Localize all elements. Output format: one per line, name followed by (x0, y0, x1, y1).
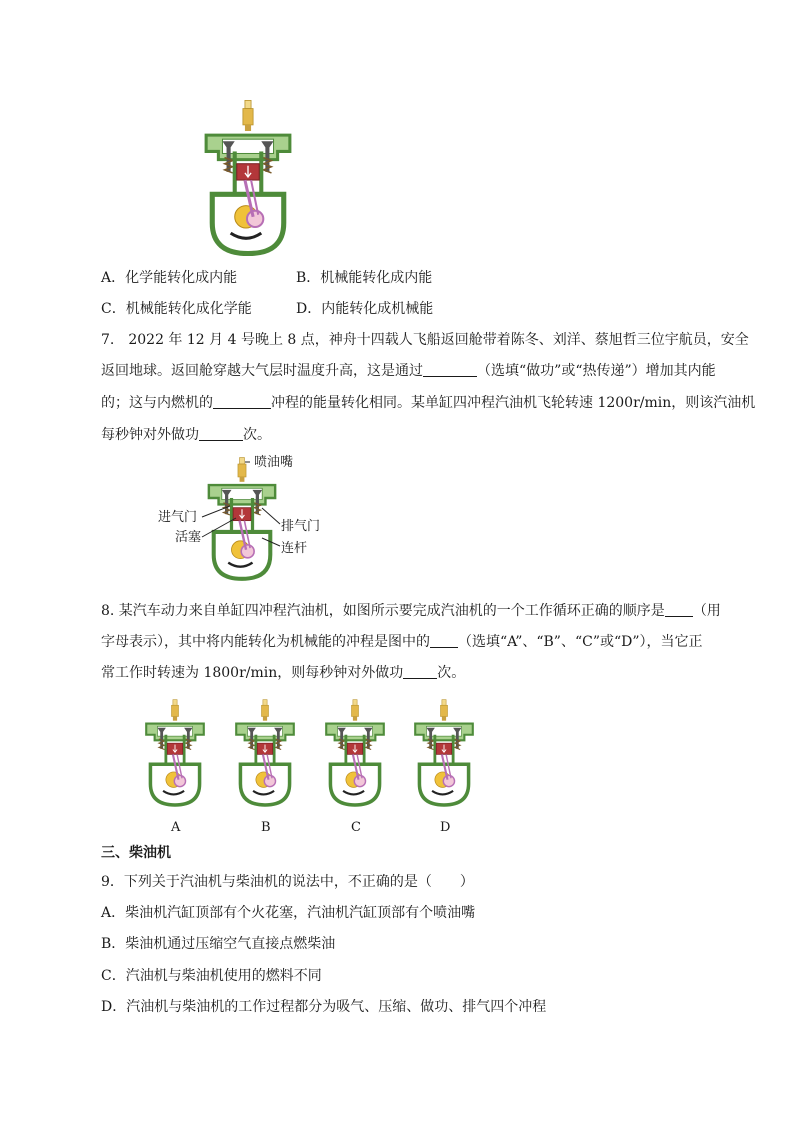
q7-line-2 (101, 361, 716, 381)
caption-b: B (261, 820, 271, 835)
q9-option-b[interactable]: B．柴油机通过压缩空气直接点燃柴油 (101, 936, 336, 952)
engine-diagram-q6 (200, 100, 296, 256)
q6-option-c[interactable]: C．机械能转化成化学能 (101, 301, 252, 317)
q8-answer-blank-1[interactable] (665, 601, 693, 617)
q6-option-a[interactable]: A．化学能转化成内能 (101, 270, 238, 286)
q8-text: 常工作时转速为 1800r/min，则每秒钟对外做功 (101, 665, 404, 681)
q8-answer-blank-3[interactable] (403, 663, 437, 679)
q8-line-1 (101, 601, 721, 621)
q7-answer-blank-1[interactable] (423, 361, 477, 377)
engine-stroke-c (322, 690, 388, 816)
q7-line-1: 7. 2022 年 12 月 4 号晚上 8 点，神舟十四载人飞船返回舱带着陈冬、刘洋、蔡旭哲三位宇航员，安全 (101, 332, 749, 348)
q7-text: 返回地球。返回舱穿越大气层时温度升高，这是通过 (101, 363, 423, 379)
q6-option-b[interactable]: B．机械能转化成内能 (296, 270, 433, 286)
section-title: 三、柴油机 (101, 845, 171, 861)
q7-line-4 (101, 425, 271, 445)
q7-text: 次。 (243, 427, 271, 443)
caption-c: C (351, 820, 361, 835)
q9-option-a[interactable]: A．柴油机汽缸顶部有个火花塞，汽油机汽缸顶部有个喷油嘴 (101, 905, 476, 921)
caption-a: A (171, 820, 181, 835)
q8-text: 字母表示），其中将内能转化为机械能的冲程是图中的 (101, 634, 430, 650)
q7-line-3 (101, 393, 755, 413)
label-exhaust-valve: 排气门 (281, 519, 321, 534)
q7-answer-blank-2[interactable] (213, 393, 271, 409)
q8-line-3 (101, 663, 465, 683)
q7-text: 冲程的能量转化相同。某单缸四冲程汽油机飞轮转速 1200r/min，则该汽油机 (271, 395, 756, 411)
q8-text: 次。 (437, 665, 466, 681)
label-piston: 活塞 (175, 530, 202, 545)
q8-line-2 (101, 632, 703, 652)
q7-text: 每秒钟对外做功 (101, 427, 199, 443)
q7-text: 的；这与内燃机的 (101, 395, 213, 411)
q8-text: （选填“A”、“B”、“C”或“D”），当它正 (458, 634, 703, 650)
q8-text: （用 (692, 603, 721, 619)
engine-stroke-b (232, 690, 298, 816)
engine-stroke-a (142, 690, 208, 816)
q7-text: （选填“做功”或“热传递”）增加其内能 (477, 363, 716, 379)
q9-option-c[interactable]: C．汽油机与柴油机使用的燃料不同 (101, 968, 322, 984)
q6-option-d[interactable]: D．内能转化成机械能 (296, 301, 434, 317)
q9-option-d[interactable]: D．汽油机与柴油机的工作过程都分为吸气、压缩、做功、排气四个冲程 (101, 999, 547, 1015)
engine-stroke-d (411, 690, 477, 816)
q8-text: 8. 某汽车动力来自单缸四冲程汽油机，如图所示要完成汽油机的一个工作循环正确的顺序是 (101, 603, 665, 619)
label-intake-valve: 进气门 (158, 510, 198, 525)
q8-answer-blank-2[interactable] (430, 632, 458, 648)
label-nozzle: 喷油嘴 (254, 455, 294, 470)
caption-d: D (440, 820, 451, 835)
q7-answer-blank-3[interactable] (199, 425, 243, 441)
label-connecting-rod: 连杆 (281, 541, 308, 556)
q9-stem: 9．下列关于汽油机与柴油机的说法中，不正确的是（ ） (101, 874, 474, 890)
